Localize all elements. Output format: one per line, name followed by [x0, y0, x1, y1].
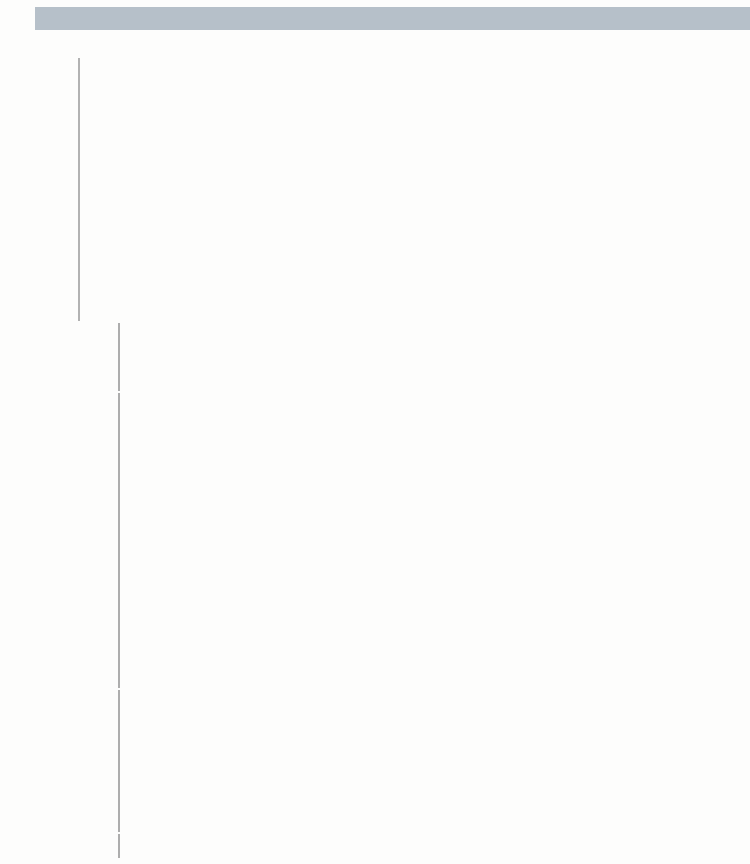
io-mode-column — [118, 690, 120, 832]
matrix-group-header — [93, 322, 165, 357]
function-matrix — [78, 58, 80, 321]
rotated-table-canvas — [0, 60, 748, 860]
page-title — [35, 7, 750, 30]
connector-group-column — [118, 834, 120, 858]
electrical-spec-column — [118, 393, 120, 688]
